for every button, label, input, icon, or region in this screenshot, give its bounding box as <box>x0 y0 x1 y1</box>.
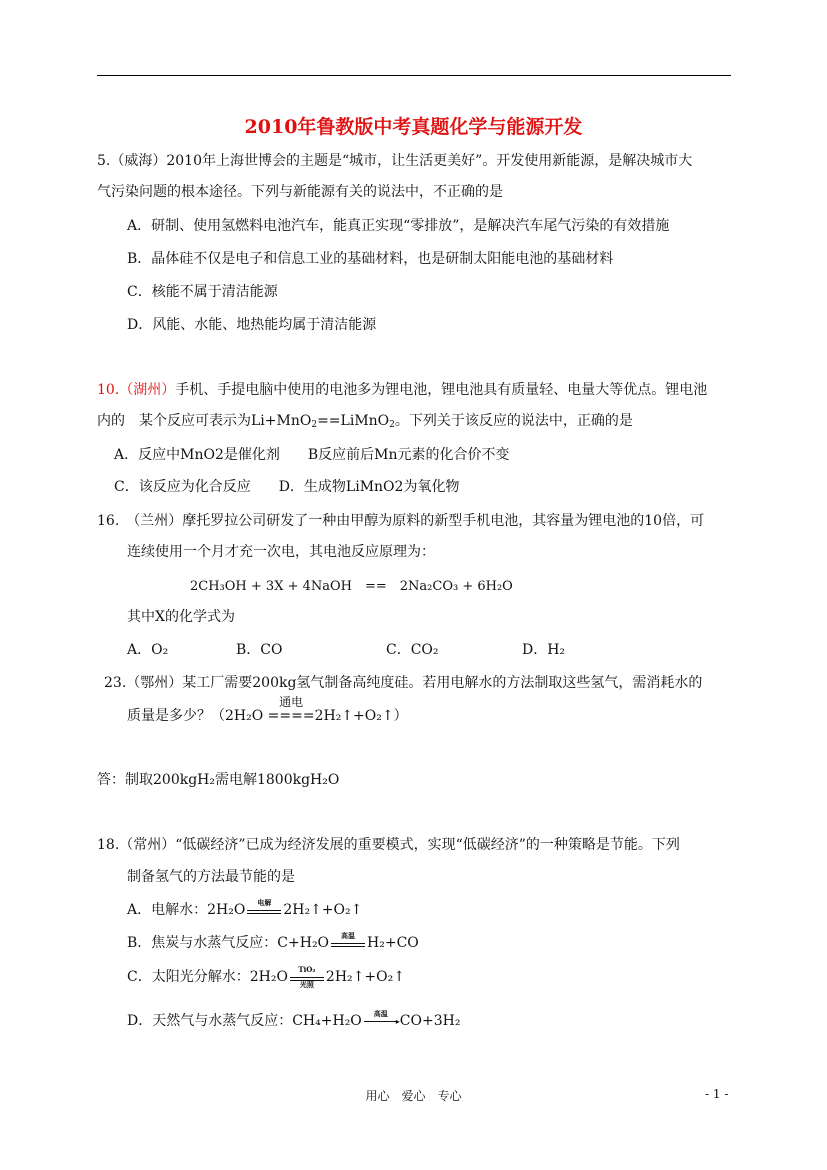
q18-option-c-condition: TiO₂ <box>298 965 316 974</box>
q10-line2-e: 。下列关于该反应的说法中，正确的是 <box>394 413 633 429</box>
page-number: - 1 - <box>705 1087 729 1101</box>
q18-option-c-below: 光照 <box>299 980 314 989</box>
q18-option-a-arrow <box>247 898 281 915</box>
q10-sub-1: 2 <box>311 420 318 430</box>
q16-equation: 2CH₃OH + 3X + 4NaOH == 2Na₂CO₃ + 6H₂O <box>190 579 513 594</box>
q23-condition: 通电 <box>279 695 304 709</box>
q18-option-c-arrow <box>290 965 324 989</box>
page-footer: 用心 爱心 专心 <box>365 1089 462 1103</box>
q10-options-ab: A．反应中MnO2是催化剂 B反应前后Mn元素的化合价不变 <box>114 447 510 463</box>
q18-option-d-condition: 高温 <box>373 1009 388 1018</box>
q18-option-a-post: 2H₂↑+O₂↑ <box>283 902 363 918</box>
q10-line1-text: 手机、手提电脑中使用的电池多为锂电池，锂电池具有质量轻、电量大等优点。锂电池 <box>175 382 708 398</box>
q5-option-d: D．风能、水能、地热能均属于清洁能源 <box>127 317 377 333</box>
q23-reaction-arrow <box>267 695 315 724</box>
q10-line2-c: ==LiMnO <box>317 413 390 429</box>
q10-sub-2: 2 <box>389 420 395 430</box>
arrowhead-icon: ▸ <box>395 1017 400 1026</box>
q16-line3: 其中X的化学式为 <box>127 609 235 625</box>
q16-line2: 连续使用一个月才充一次电，其电池反应原理为： <box>127 544 435 560</box>
header-rule <box>97 75 731 76</box>
q23-line2-pre: 质量是多少？（2H₂O <box>127 708 268 724</box>
q18-option-d-arrow <box>364 1009 400 1026</box>
q18-option-c-pre: C．太阳光分解水：2H₂O <box>127 969 288 985</box>
q18-option-a-pre: A．电解水：2H₂O <box>127 902 246 918</box>
q18-line2: 制备氢气的方法最节能的是 <box>127 869 295 885</box>
q18-option-d-post: CO+3H₂ <box>399 1013 461 1029</box>
q10-prefix: 10.（湖州） <box>97 382 176 398</box>
q10-line2-a: 内的 某个反应可表示为Li+MnO <box>97 413 312 429</box>
q23-line2 <box>127 695 408 725</box>
q5-option-a: A．研制、使用氢燃料电池汽车，能真正实现“零排放”，是解决汽车尾气污染的有效措施 <box>127 218 670 234</box>
q18-option-b-arrow <box>331 931 365 948</box>
q16-option-a: A．O₂ <box>127 642 169 658</box>
q10-options-cd: C．该反应为化合反应 D．生成物LiMnO2为氧化物 <box>114 479 460 495</box>
q5-option-c: C．核能不属于清洁能源 <box>127 284 278 300</box>
q18-option-c-post: 2H₂↑+O₂↑ <box>325 969 405 985</box>
q16-option-c: C．CO₂ <box>386 642 439 658</box>
q18-option-b-post: H₂+CO <box>367 935 419 951</box>
q18-option-a <box>127 899 362 919</box>
q18-line1: 18.（常州）“低碳经济”已成为经济发展的重要模式，实现“低碳经济”的一种策略是节能。下列 <box>97 837 680 853</box>
q16-line1: 16. （兰州）摩托罗拉公司研发了一种由甲醇为原料的新型手机电池，其容量为锂电池的10倍，可 <box>97 513 705 529</box>
q5-option-b: B．晶体硅不仅是电子和信息工业的基础材料，也是研制太阳能电池的基础材料 <box>127 251 614 267</box>
q18-option-d <box>127 1010 460 1030</box>
q23-arrow: ==== <box>267 708 315 724</box>
q16-option-b: B．CO <box>236 642 283 658</box>
page-title: 2010年鲁教版中考真题化学与能源开发 <box>244 116 583 138</box>
q23-line2-post: 2H₂↑+O₂↑） <box>314 708 408 724</box>
answer-line: 答：制取200kgH₂需电解1800kgH₂O <box>97 772 340 788</box>
q18-option-b-condition: 高温 <box>341 931 356 940</box>
q5-line2: 气污染问题的根本途径。下列与新能源有关的说法中，不正确的是 <box>97 184 503 200</box>
q10-line1 <box>97 379 707 399</box>
q23-line1: 23.（鄂州）某工厂需要200kg氢气制备高纯度硅。若用电解水的方法制取这些氢气，需消耗水的 <box>104 675 703 691</box>
q5-line1: 5.（威海）2010年上海世博会的主题是“城市，让生活更美好”。开发使用新能源，是解决城市大 <box>97 153 693 169</box>
q16-option-d: D．H₂ <box>522 642 566 658</box>
q10-line2 <box>97 410 633 430</box>
q18-option-b-pre: B．焦炭与水蒸气反应：C+H₂O <box>127 935 330 951</box>
q18-option-d-pre: D．天然气与水蒸气反应：CH₄+H₂O <box>127 1013 362 1029</box>
q18-option-b <box>127 932 419 952</box>
q18-option-a-condition: 电解 <box>257 898 272 907</box>
q18-option-c <box>127 965 405 989</box>
